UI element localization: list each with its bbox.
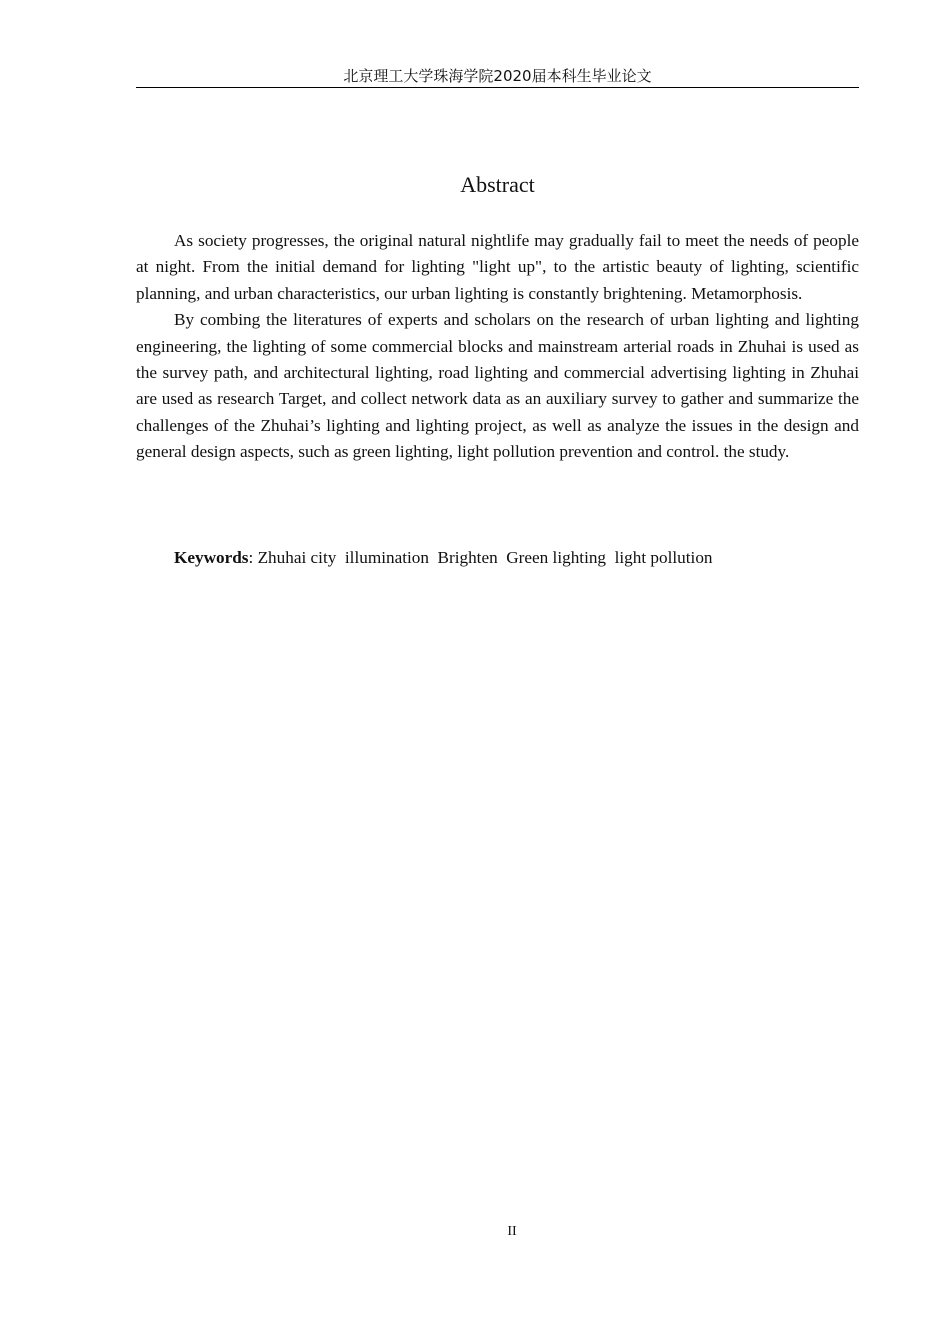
abstract-title: Abstract	[460, 172, 535, 197]
keywords-text: Zhuhai city illumination Brighten Green lighting light pollution	[257, 548, 713, 567]
keywords-separator: :	[248, 548, 258, 567]
header-text: 北京理工大学珠海学院2020届本科生毕业论文	[343, 67, 652, 85]
abstract-paragraph-2: By combing the literatures of experts and scholars on the research of urban lighting and lighting engineering, the lighting of some commercial blocks and mainstream arterial roads in Zhuhai is used as the survey path, and architectural lighting, road lighting and commercial advertising lighting in Zhuhai are used as research Target, and collect network data as an auxiliary survey to gather and summarize the challenges of the Zhuhai’s lighting and lighting project, as well as analyze the issues in the design and general design aspects, such as green lighting, light pollution prevention and control. the study.	[136, 310, 859, 462]
keywords-label: Keywords	[174, 548, 249, 567]
page-number: II	[507, 1224, 517, 1239]
keywords-line	[174, 545, 864, 571]
abstract-paragraph-1: As society progresses, the original natural nightlife may gradually fail to meet the needs of people at night. From the initial demand for lighting "light up", to the artistic beauty of lighting, scientific planning, and urban characteristics, our urban lighting is constantly brightening. Metamorphosis.	[136, 231, 859, 303]
abstract-body	[136, 228, 859, 466]
page-header	[136, 66, 859, 88]
